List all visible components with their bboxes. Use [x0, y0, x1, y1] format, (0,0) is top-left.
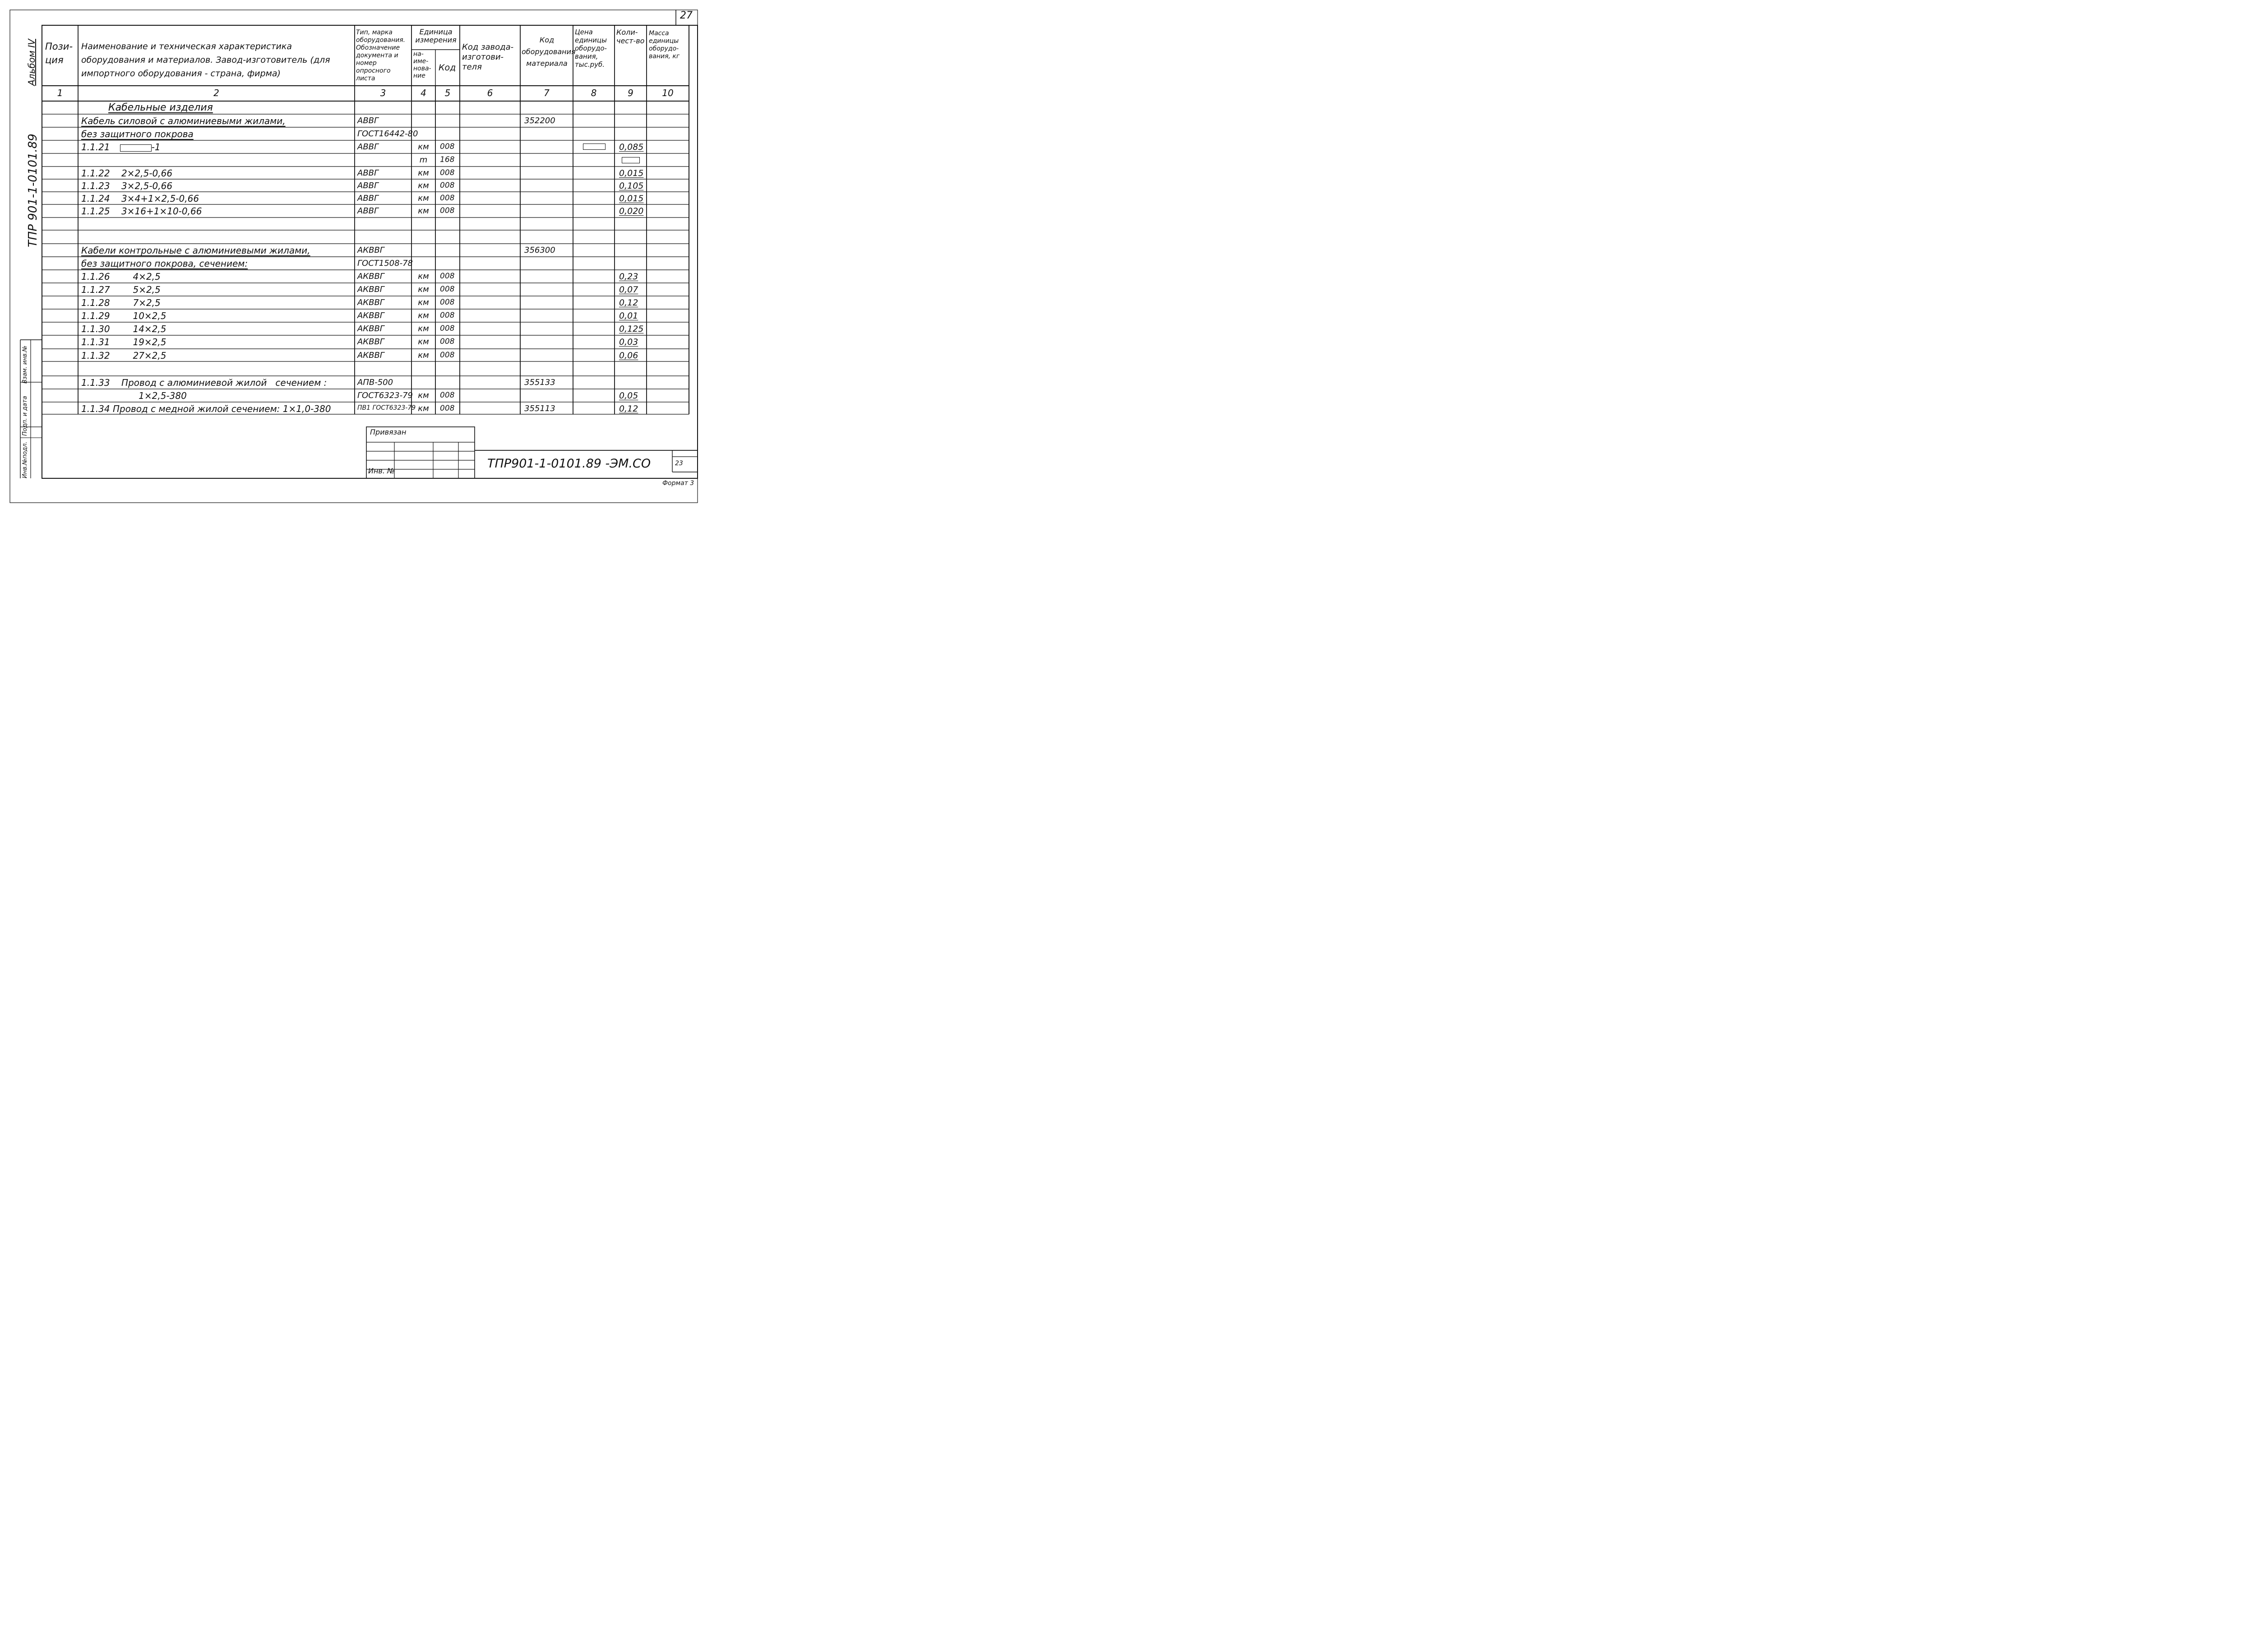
- format-label: Формат 3: [662, 480, 694, 487]
- item-unit: км: [418, 298, 429, 307]
- item-quantity: 0,12: [619, 298, 638, 308]
- blank-field: [120, 144, 152, 152]
- blank-field: [622, 157, 640, 163]
- footer-document-code: ТПР901-1-0101.89 -ЭМ.СО: [487, 457, 651, 471]
- header-mass: Масса единицы оборудо-вания, кг: [649, 30, 680, 60]
- item-unit: км: [418, 285, 429, 294]
- header-unit-name: на-име-нова-ние: [413, 51, 431, 79]
- item-quantity: 0,085: [619, 142, 644, 152]
- item-name: 1.1.28 7×2,5: [81, 297, 161, 308]
- item-type: ГОСТ6323-79: [357, 391, 413, 400]
- item-type: АКВВГ: [357, 272, 384, 281]
- item-unit-code: 008: [440, 351, 455, 360]
- item-name: 1.1.33 Провод с алюминиевой жилой сечением :: [81, 377, 327, 388]
- item-unit: км: [418, 194, 429, 203]
- item-name: без защитного покрова, сечением:: [81, 258, 248, 269]
- item-type: АКВВГ: [357, 285, 384, 294]
- item-unit: км: [418, 272, 429, 281]
- frame-rect: [10, 10, 698, 503]
- column-number: 2: [213, 88, 219, 98]
- item-unit-code: 008: [440, 272, 455, 281]
- header-name: Наименование и техническая характеристика оборудования и материалов. Завод-изготовитель (для импортного оборудования - страна, фирма): [81, 42, 330, 79]
- item-equipment-code: 355113: [524, 404, 555, 413]
- item-type: АКВВГ: [357, 245, 384, 255]
- item-unit-code: 008: [440, 311, 455, 320]
- item-unit-code: 008: [440, 404, 455, 413]
- item-unit-code: 008: [440, 337, 455, 346]
- side-document-code: ТПР 901-1-0101.89: [26, 134, 40, 247]
- item-name: 1.1.22 2×2,5-0,66: [81, 168, 173, 179]
- item-type: АВВГ: [357, 116, 379, 125]
- item-unit-code: 008: [440, 285, 455, 294]
- item-name: 1.1.27 5×2,5: [81, 284, 161, 295]
- stamp-label-inv: Инв.№подл.: [22, 441, 28, 478]
- item-name: 1×2,5-380: [81, 390, 187, 401]
- item-unit-code: 168: [440, 155, 455, 164]
- item-equipment-code: 355133: [524, 378, 555, 387]
- item-type: АВВГ: [357, 206, 379, 216]
- item-name: 1.1.25 3×16+1×10-0,66: [81, 206, 202, 217]
- column-number: 1: [57, 88, 63, 98]
- item-unit: км: [418, 404, 429, 413]
- item-type: АКВВГ: [357, 337, 384, 347]
- item-name: 1.1.32 27×2,5: [81, 350, 166, 361]
- item-name: 1.1.30 14×2,5: [81, 324, 166, 334]
- column-number: 6: [487, 88, 493, 98]
- item-type: ПВ1 ГОСТ6323-79: [357, 404, 416, 412]
- header-factory-code: Код завода-изготови-теля: [462, 42, 514, 72]
- item-unit-code: 008: [440, 181, 455, 190]
- item-unit-code: 008: [440, 194, 455, 203]
- privyazan-label: Привязан: [370, 428, 407, 436]
- item-unit-code: 008: [440, 324, 455, 333]
- item-unit-code: 008: [440, 168, 455, 177]
- item-type: ГОСТ16442-80: [357, 129, 418, 139]
- item-type: АВВГ: [357, 168, 379, 178]
- column-number: 8: [591, 88, 597, 98]
- inventory-number-label: Инв. №: [368, 467, 395, 475]
- column-number: 7: [544, 88, 550, 98]
- item-type: АКВВГ: [357, 324, 384, 333]
- stamp-label-sign: Подп. и дата: [22, 396, 28, 436]
- item-name-tail: -1: [151, 142, 161, 153]
- item-quantity: 0,125: [619, 324, 644, 334]
- column-number: 4: [421, 88, 426, 98]
- item-equipment-code: 352200: [524, 116, 555, 125]
- item-quantity: 0,06: [619, 351, 638, 361]
- item-unit: км: [418, 311, 429, 320]
- item-unit-code: 008: [440, 298, 455, 307]
- item-quantity: 0,01: [619, 311, 638, 321]
- item-unit: км: [418, 206, 429, 216]
- item-quantity: 0,015: [619, 194, 644, 204]
- column-number: 5: [444, 88, 451, 98]
- item-name: Кабели контрольные с алюминиевыми жилами,: [81, 245, 310, 256]
- item-name: 1.1.29 10×2,5: [81, 310, 166, 321]
- item-name: 1.1.31 19×2,5: [81, 337, 166, 347]
- item-unit: км: [418, 391, 429, 400]
- item-unit-code: 008: [440, 142, 455, 151]
- item-quantity: 0,12: [619, 404, 638, 414]
- item-unit: m: [419, 155, 428, 165]
- item-type: АКВВГ: [357, 298, 384, 307]
- sheet-number: 23: [675, 460, 683, 467]
- stamp-label-replace: Взам. инв.№: [22, 345, 28, 384]
- item-type: ГОСТ1508-78: [357, 259, 413, 268]
- item-quantity: 0,03: [619, 337, 638, 347]
- header-equipment-code: Код оборудования материала: [522, 36, 576, 68]
- item-unit-code: 008: [440, 391, 455, 400]
- page-number: 27: [680, 10, 693, 21]
- item-quantity: 0,05: [619, 391, 638, 401]
- item-name: 1.1.26 4×2,5: [81, 271, 161, 282]
- item-name: 1.1.34 Провод с медной жилой сечением: 1×1,0-380: [81, 403, 331, 414]
- item-name: без защитного покрова: [81, 129, 194, 139]
- header-unit-group: Единица измерения: [415, 28, 457, 44]
- column-number: 10: [662, 88, 674, 98]
- item-type: АКВВГ: [357, 351, 384, 360]
- item-type: АВВГ: [357, 181, 379, 190]
- item-unit: км: [418, 181, 429, 190]
- item-unit: км: [418, 142, 429, 152]
- item-type: АПВ-500: [357, 378, 393, 387]
- section-heading: Кабельные изделия: [108, 102, 213, 113]
- item-name: Кабель силовой с алюминиевыми жилами,: [81, 116, 286, 126]
- item-name: 1.1.21 -1: [81, 142, 161, 153]
- item-type: АВВГ: [357, 194, 379, 203]
- item-unit: км: [418, 351, 429, 360]
- item-unit-code: 008: [440, 206, 455, 215]
- item-unit: км: [418, 168, 429, 178]
- item-type: АКВВГ: [357, 311, 384, 320]
- column-number: 3: [380, 88, 386, 98]
- item-name: 1.1.24 3×4+1×2,5-0,66: [81, 193, 199, 204]
- item-type: АВВГ: [357, 142, 379, 152]
- item-equipment-code: 356300: [524, 245, 555, 255]
- header-type: Тип, марка оборудования. Обозначение документа и номер опросного листа: [356, 29, 406, 82]
- header-unit-code: Код: [439, 63, 456, 73]
- drawing-sheet: [0, 0, 707, 509]
- item-unit: км: [418, 337, 429, 347]
- header-price: Цена единицы оборудо-вания, тыс.руб.: [575, 28, 607, 69]
- album-label: Альбом IV: [26, 39, 37, 86]
- item-unit: км: [418, 324, 429, 333]
- header-quantity: Коли-чест-во: [616, 28, 645, 45]
- item-quantity: 0,07: [619, 285, 638, 295]
- item-quantity: 0,015: [619, 168, 644, 178]
- item-quantity: 0,105: [619, 181, 644, 191]
- header-position: Пози-ция: [45, 41, 73, 65]
- item-quantity: 0,020: [619, 206, 644, 216]
- item-quantity: 0,23: [619, 272, 638, 282]
- column-number: 9: [628, 88, 633, 98]
- item-name: 1.1.23 3×2,5-0,66: [81, 180, 173, 191]
- blank-field: [583, 143, 606, 150]
